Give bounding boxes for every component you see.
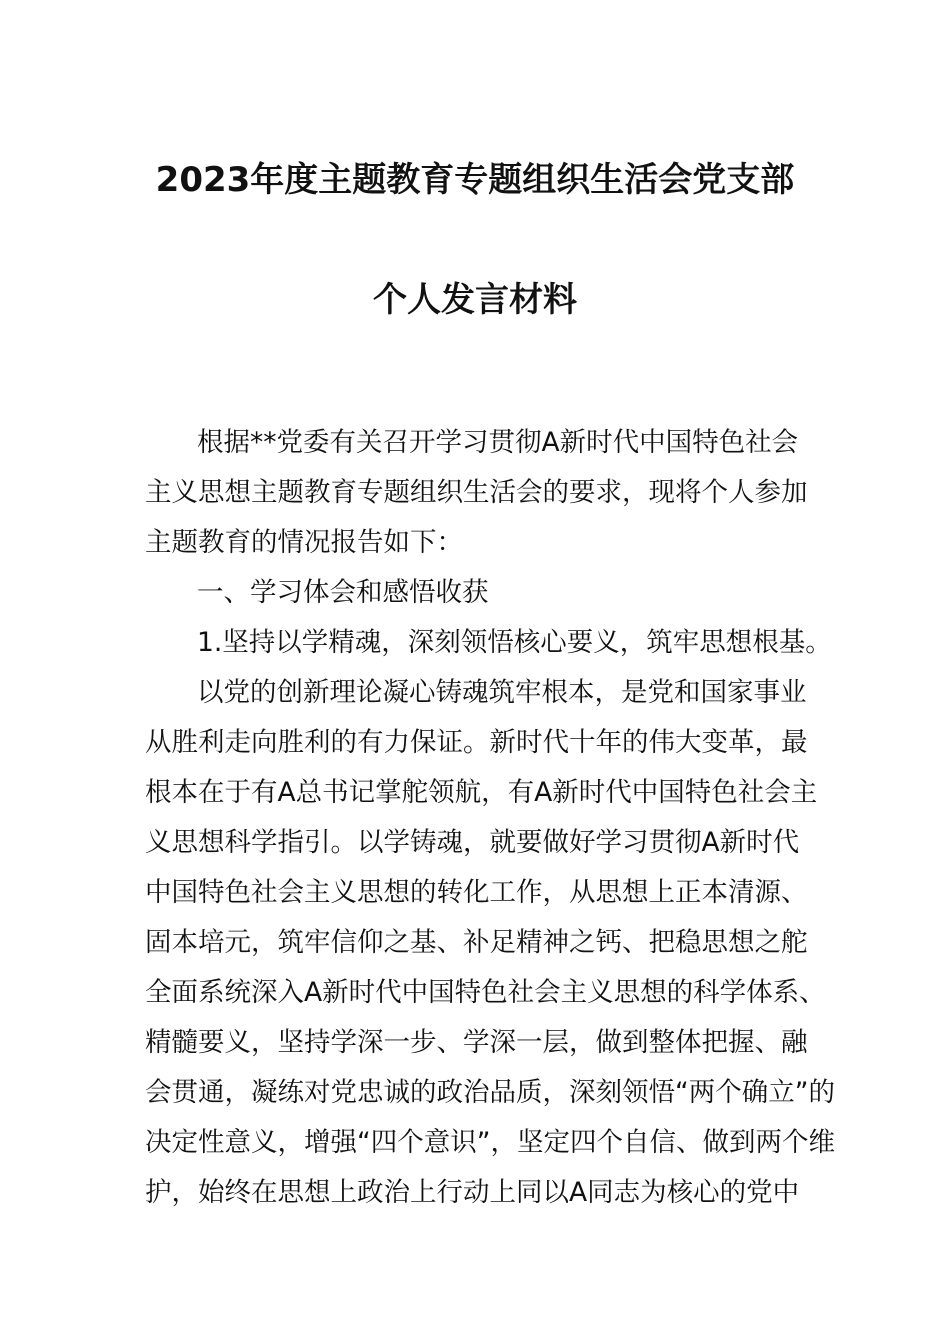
paragraph-line: 义思想科学指引。以学铸魂，就要做好学习贯彻A新时代 bbox=[145, 827, 800, 858]
paragraph-line: 护，始终在思想上政治上行动上同以A同志为核心的党中 bbox=[145, 1177, 800, 1208]
paragraph-line: 精髓要义，坚持学深一步、学深一层，做到整体把握、融 bbox=[145, 1027, 808, 1058]
document-body bbox=[145, 418, 835, 1218]
paragraph-line: 根据**党委有关召开学习贯彻A新时代中国特色社会 bbox=[197, 427, 799, 458]
paragraph-line: 主义思想主题教育专题组织生活会的要求，现将个人参加 bbox=[145, 477, 808, 508]
paragraph-line: 决定性意义，增强“四个意识”，坚定四个自信、做到两个维 bbox=[145, 1127, 835, 1158]
paragraph-line: 以党的创新理论凝心铸魂筑牢根本，是党和国家事业 bbox=[197, 677, 807, 708]
paragraph-line: 固本培元，筑牢信仰之基、补足精神之钙、把稳思想之舵 bbox=[145, 927, 808, 958]
paragraph-line: 中国特色社会主义思想的转化工作，从思想上正本清源、 bbox=[145, 877, 808, 908]
paragraph-line: 根本在于有A总书记掌舵领航，有A新时代中国特色社会主 bbox=[145, 777, 818, 808]
document-title-line-2: 个人发言材料 bbox=[373, 280, 577, 320]
paragraph-line: 全面系统深入A新时代中国特色社会主义思想的科学体系、 bbox=[145, 977, 826, 1008]
paragraph-line: 会贯通，凝练对党忠诚的政治品质，深刻领悟“两个确立”的 bbox=[145, 1077, 835, 1108]
paragraph-line: 从胜利走向胜利的有力保证。新时代十年的伟大变革，最 bbox=[145, 727, 808, 758]
document-title-line-1: 2023年度主题教育专题组织生活会党支部 bbox=[155, 160, 795, 200]
paragraph-line: 主题教育的情况报告如下： bbox=[145, 527, 463, 558]
subsection-heading: 1.坚持以学精魂，深刻领悟核心要义，筑牢思想根基。 bbox=[197, 627, 832, 658]
section-heading: 一、学习体会和感悟收获 bbox=[197, 577, 489, 608]
